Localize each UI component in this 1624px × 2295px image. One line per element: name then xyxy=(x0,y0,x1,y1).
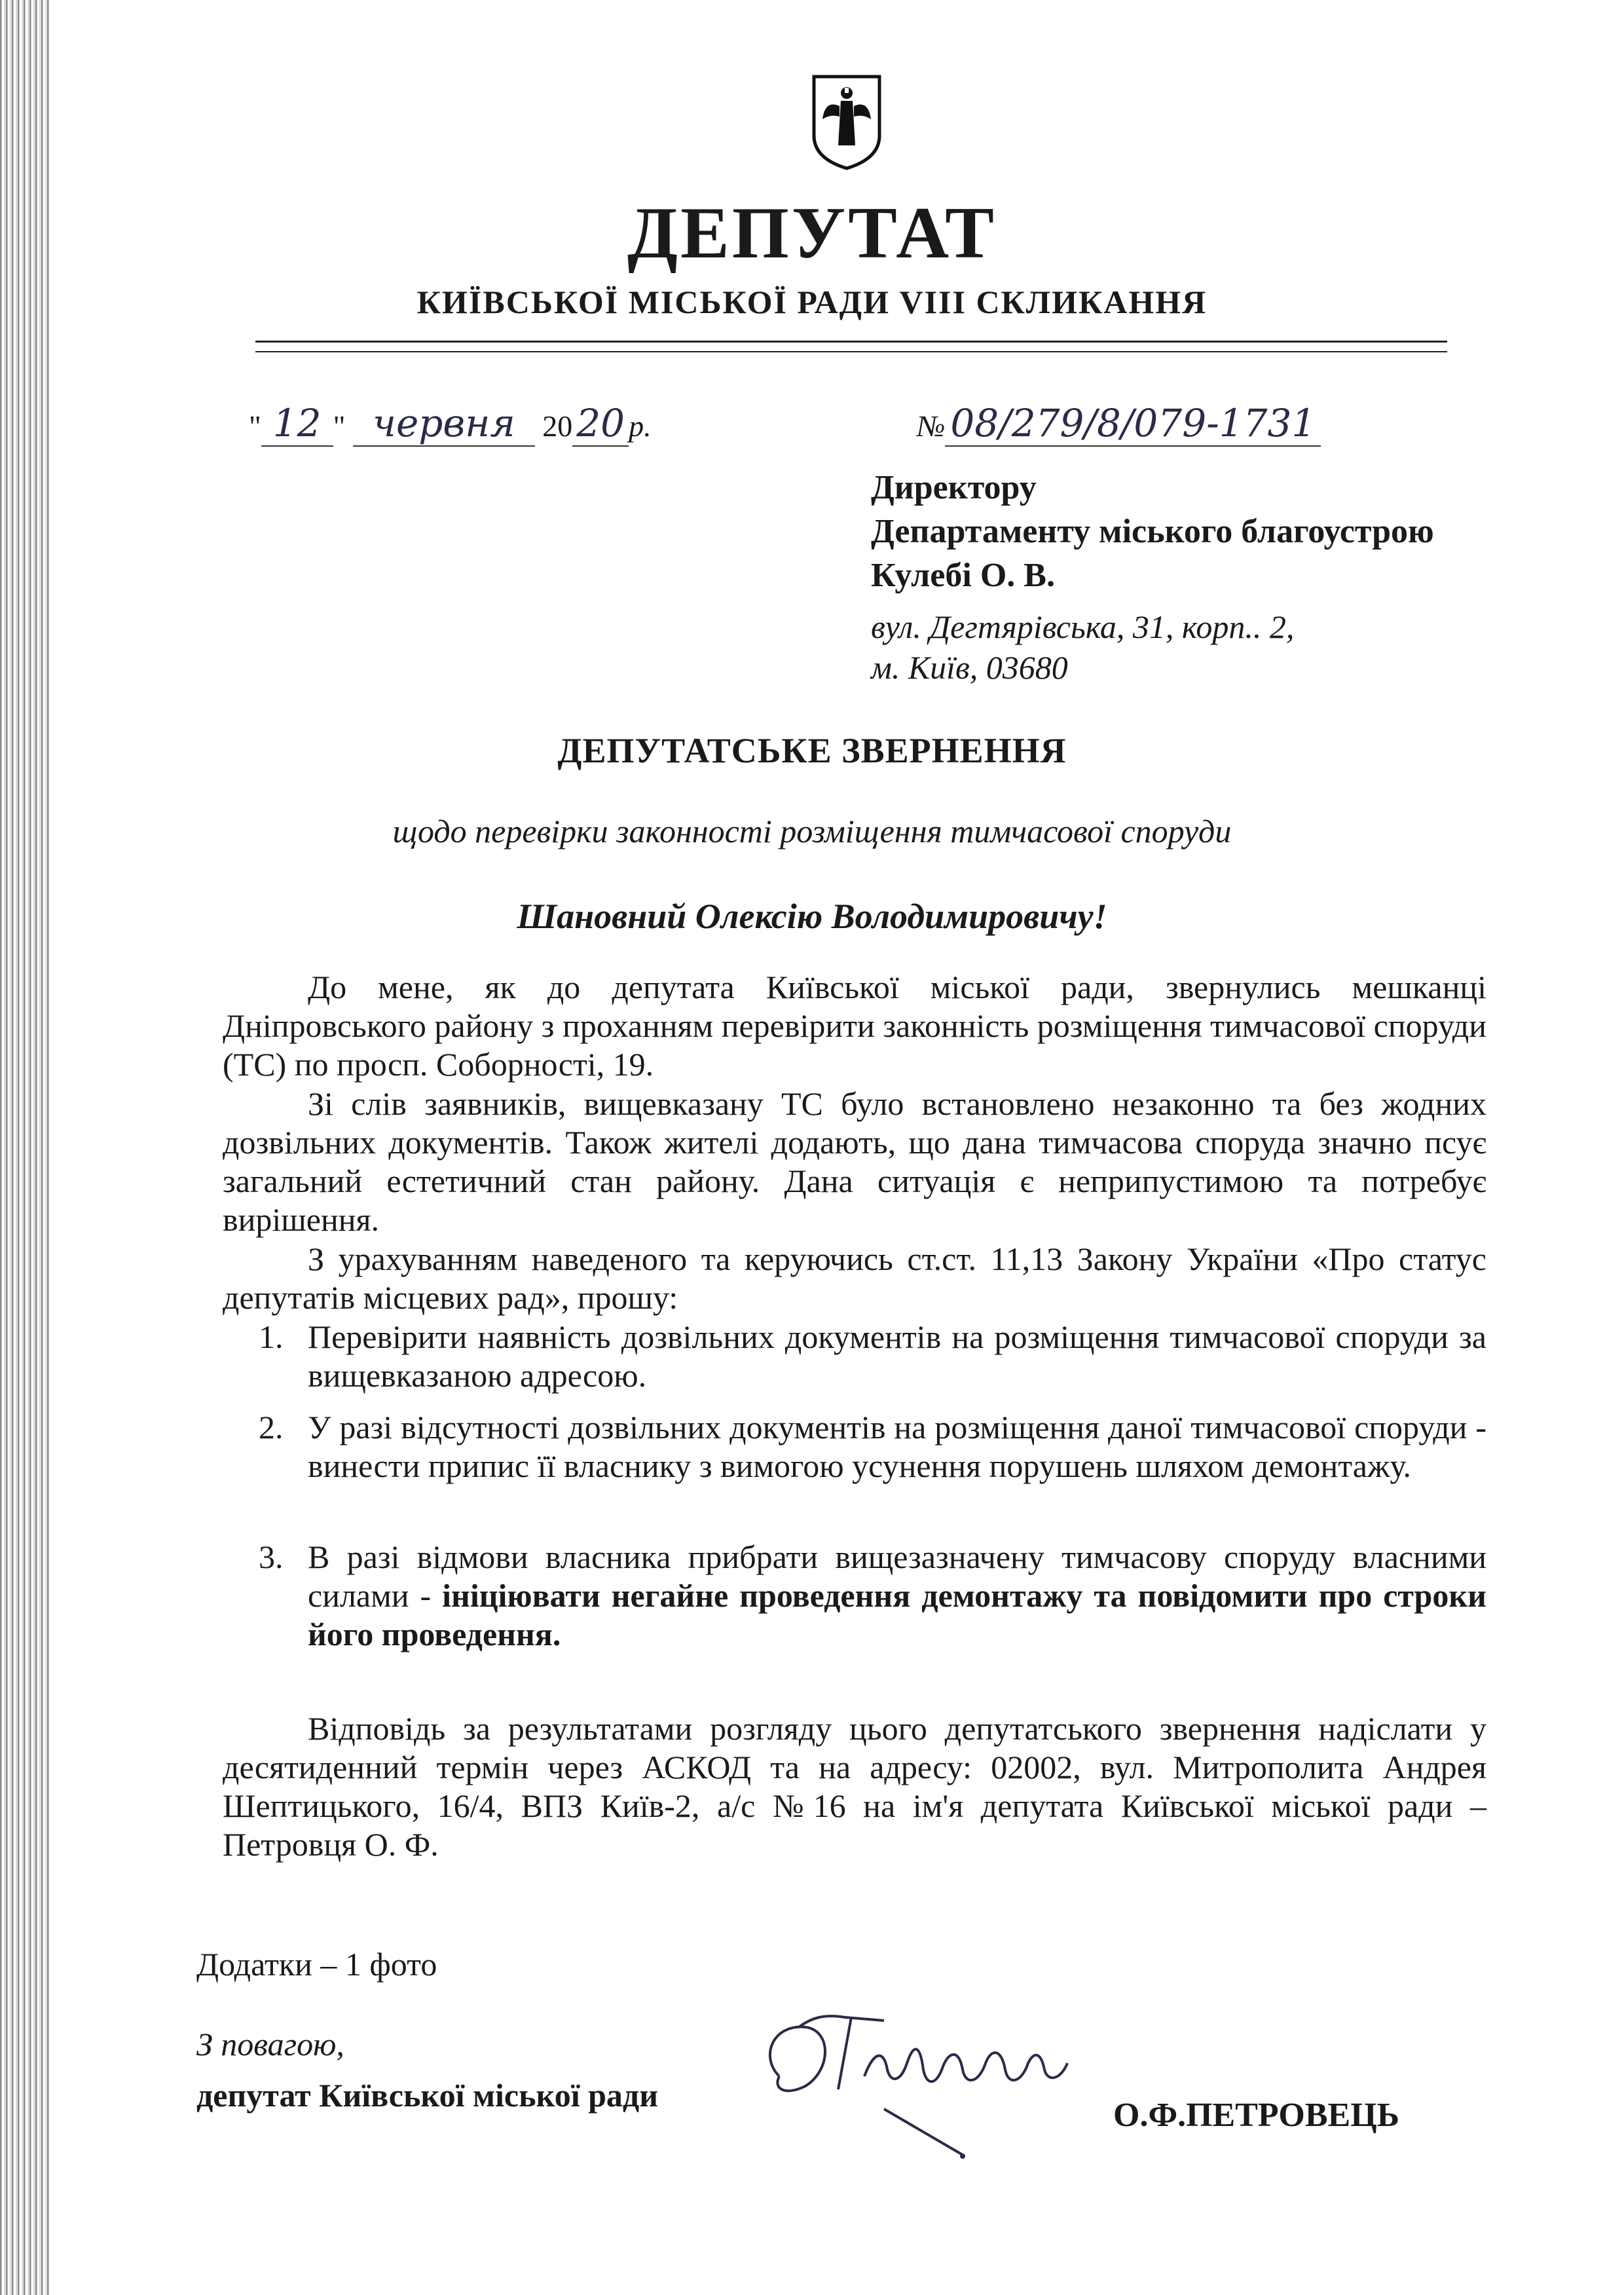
paragraph-1: До мене, як до депутата Київської міської ради, звернулись мешканці Дніпровського району з проханням перевірити законність розміщення тимчасової споруди (ТС) по просп. Соборності, 19. xyxy=(223,969,1486,1083)
recipient-name: Кулебі О. В. xyxy=(871,557,1055,594)
date-year-prefix: 20 xyxy=(542,409,573,443)
header-divider-top xyxy=(255,341,1447,343)
closing-phrase: З повагою, xyxy=(196,2026,344,2062)
paragraph-3: З урахуванням наведеного та керуючись ст.ст. 11,13 Закону України «Про статус депутатів місцевих рад», прошу: xyxy=(223,1241,1486,1316)
list-item-number: 3. xyxy=(259,1539,284,1575)
number-prefix: № xyxy=(917,409,946,443)
date-suffix: р. xyxy=(629,409,652,443)
date-month: червня xyxy=(353,401,535,447)
recipient-position: Директору xyxy=(871,469,1037,506)
kyiv-coat-of-arms-icon xyxy=(811,73,883,170)
handwritten-signature xyxy=(753,1978,1094,2161)
document-number xyxy=(917,401,1321,445)
date-line xyxy=(249,401,652,445)
response-paragraph: Відповідь за результатами розгляду цього депутатського звернення надіслати у десятиденний термін через АСКОД та на адресу: 02002, вул. Митрополита Андрея Шептицького, 16/4, ВПЗ Київ-2, а/с №16 на ім'я депутата Київської міської ради – Петровця О. Ф. xyxy=(223,1710,1486,1863)
list-item-number: 1. xyxy=(259,1318,284,1355)
recipient-address-street: вул. Дегтярівська, 31, корп.. 2, xyxy=(871,608,1295,645)
paragraph-2: Зі слів заявників, вищевказану ТС було встановлено незаконно та без жодних дозвільних документів. Також жителі додають, що дана тимчасова споруда значно псує загальний естетичний стан району. Дана ситуація є неприпустимою та потребує вирішення. xyxy=(223,1085,1486,1238)
scan-edge-artifact xyxy=(0,0,51,2295)
date-open-quote: " xyxy=(249,409,261,443)
document-subject: щодо перевірки законності розміщення тимчасової споруди xyxy=(392,813,1232,849)
document-title: ДЕПУТАТСЬКЕ ЗВЕРНЕННЯ xyxy=(557,731,1067,770)
list-item xyxy=(308,1538,1486,1654)
signatory-name: О.Ф.ПЕТРОВЕЦЬ xyxy=(1113,2097,1400,2134)
page-subtitle: КИЇВСЬКОЇ МІСЬКОЇ РАДИ VIII СКЛИКАННЯ xyxy=(416,284,1208,320)
date-day: 12 xyxy=(261,401,333,447)
date-close-quote: " xyxy=(333,409,346,443)
recipient-address-city: м. Київ, 03680 xyxy=(871,649,1068,686)
date-year-suffix: 20 xyxy=(572,401,629,447)
signatory-position: депутат Київської міської ради xyxy=(196,2077,659,2114)
header-divider-bottom xyxy=(255,351,1447,352)
list-item: Перевірити наявність дозвільних документів на розміщення тимчасової споруди за вищевказаною адресою. xyxy=(308,1318,1486,1394)
list-item-text: В разі відмови власника прибрати вищезазначену тимчасову споруду власними силами - xyxy=(308,1539,1486,1614)
number-value: 08/279/8/079-1731 xyxy=(945,401,1321,447)
page-title: ДЕПУТАТ xyxy=(627,193,997,274)
list-item: У разі відсутності дозвільних документів на розміщення даної тимчасової споруди - винести припис її власнику з вимогою усунення порушень шляхом демонтажу. xyxy=(308,1409,1486,1484)
recipient-department: Департаменту міського благоустрою xyxy=(871,513,1434,550)
list-item-text-emphasis: ініціювати негайне проведення демонтажу та повідомити про строки його проведення. xyxy=(308,1577,1486,1652)
greeting: Шановний Олексію Володимировичу! xyxy=(517,897,1107,936)
attachments-note: Додатки – 1 фото xyxy=(196,1946,437,1983)
list-item-number: 2. xyxy=(259,1409,284,1446)
